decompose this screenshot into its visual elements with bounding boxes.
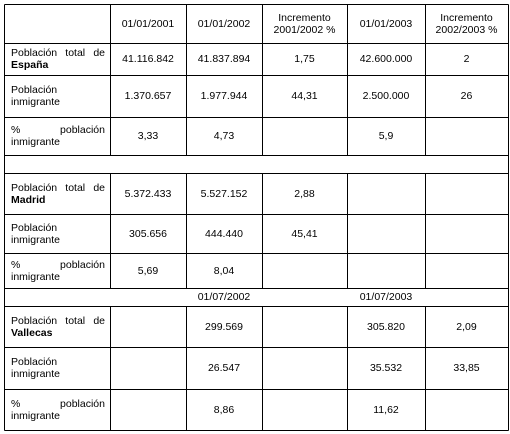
table-cell bbox=[110, 389, 186, 430]
row-label-cell bbox=[4, 347, 110, 389]
table-cell: 11,62 bbox=[373, 403, 399, 416]
table-cell bbox=[262, 389, 347, 430]
vallecas-date-2003: 01/07/2003 bbox=[359, 291, 413, 303]
table-cell: 41.116.842 bbox=[122, 53, 174, 65]
table-cell bbox=[425, 173, 508, 214]
table-cell bbox=[110, 347, 186, 389]
row-label-place: Madrid bbox=[11, 193, 46, 206]
table-cell: 305.820 bbox=[367, 320, 405, 333]
row-label-cell bbox=[4, 214, 110, 253]
table-cell: 45,41 bbox=[291, 227, 318, 240]
table-cell: 26.547 bbox=[207, 362, 241, 374]
table-cell bbox=[425, 389, 508, 430]
table-cell: 1.370.657 bbox=[124, 90, 172, 102]
header-col4: 01/01/2003 bbox=[359, 17, 413, 30]
table-cell: 2,09 bbox=[456, 320, 477, 333]
row-label-text: Población inmigrante bbox=[11, 84, 61, 108]
row-label bbox=[11, 315, 105, 339]
row-label-cell bbox=[4, 306, 110, 347]
row-label-text: Población total de bbox=[11, 181, 105, 194]
table-cell bbox=[347, 173, 425, 214]
header-col3: Incremento 2001/2002 % bbox=[273, 11, 336, 36]
table-cell: 44,31 bbox=[291, 90, 318, 102]
row-label-text: Población total de bbox=[11, 314, 105, 327]
table-cell: 2.500.000 bbox=[362, 90, 410, 102]
row-label-text: Población inmigrante bbox=[11, 356, 61, 380]
row-label bbox=[11, 84, 105, 108]
table-cell: 2,88 bbox=[294, 187, 315, 200]
table-cell bbox=[425, 253, 508, 288]
table-cell: 35.532 bbox=[369, 362, 403, 374]
table-cell: 42.600.000 bbox=[359, 53, 413, 65]
table-cell bbox=[110, 306, 186, 347]
row-label-cell bbox=[4, 117, 110, 155]
table-cell bbox=[347, 214, 425, 253]
vallecas-date-2002: 01/07/2002 bbox=[197, 291, 251, 303]
row-label bbox=[11, 124, 105, 148]
table-cell: 444.440 bbox=[205, 227, 243, 240]
row-label-text: Población total de bbox=[11, 47, 105, 59]
row-label-place: Vallecas bbox=[11, 326, 53, 339]
table-cell: 4,73 bbox=[213, 130, 235, 142]
table-cell: 41.837.894 bbox=[197, 53, 251, 65]
row-label bbox=[11, 182, 105, 206]
row-label bbox=[11, 398, 105, 422]
table-cell bbox=[262, 117, 347, 155]
table-cell: 1.977.944 bbox=[200, 90, 248, 102]
table-cell bbox=[262, 347, 347, 389]
table-cell: 305.656 bbox=[129, 227, 167, 240]
table-cell bbox=[262, 253, 347, 288]
row-label-cell bbox=[4, 75, 110, 117]
table-cell: 33,85 bbox=[453, 362, 480, 374]
row-label-place: España bbox=[11, 59, 49, 71]
table-cell: 1,75 bbox=[294, 53, 315, 65]
row-label-text: % población inmigrante bbox=[11, 124, 105, 148]
row-label-cell bbox=[4, 253, 110, 288]
table-cell: 5,9 bbox=[378, 130, 394, 142]
table-cell: 8,04 bbox=[213, 264, 235, 277]
row-label bbox=[11, 47, 105, 71]
table-cell bbox=[425, 214, 508, 253]
header-col5: Incremento 2002/2003 % bbox=[435, 11, 498, 36]
row-label-cell bbox=[4, 173, 110, 214]
table-cell: 5.372.433 bbox=[124, 187, 172, 200]
row-label-cell bbox=[4, 43, 110, 75]
row-label-text: % población inmigrante bbox=[11, 258, 105, 283]
row-label-cell bbox=[4, 389, 110, 430]
table-cell: 5.527.152 bbox=[200, 187, 248, 200]
table-cell: 8,86 bbox=[213, 403, 235, 416]
table-cell: 2 bbox=[463, 53, 470, 65]
table-cell bbox=[425, 117, 508, 155]
header-col2: 01/01/2002 bbox=[197, 17, 251, 30]
table-cell bbox=[347, 253, 425, 288]
table-cell: 26 bbox=[460, 90, 473, 102]
row-label-text: Población inmigrante bbox=[11, 221, 61, 246]
row-label bbox=[11, 222, 105, 246]
table-cell: 3,33 bbox=[137, 130, 159, 142]
row-label bbox=[11, 356, 105, 380]
table-cell: 5,69 bbox=[137, 264, 159, 277]
row-label bbox=[11, 259, 105, 283]
header-col1: 01/01/2001 bbox=[121, 17, 175, 30]
table-cell bbox=[262, 306, 347, 347]
row-label-text: % población inmigrante bbox=[11, 397, 105, 422]
table-cell: 299.569 bbox=[205, 320, 243, 333]
